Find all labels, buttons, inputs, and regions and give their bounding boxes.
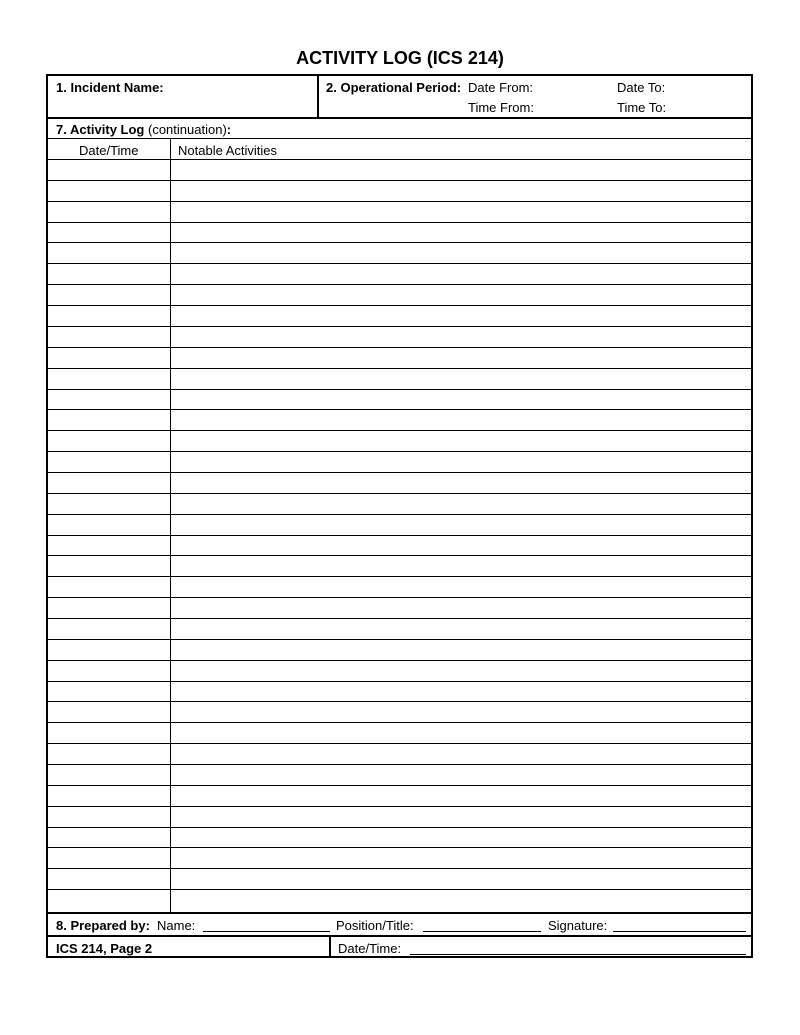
incident-name-label: 1. Incident Name:: [56, 80, 164, 95]
table-row[interactable]: [48, 263, 751, 285]
table-row[interactable]: [48, 555, 751, 577]
column-header-notable-activities: Notable Activities: [178, 143, 277, 158]
table-row[interactable]: [48, 576, 751, 598]
table-row[interactable]: [48, 368, 751, 390]
table-row[interactable]: [48, 847, 751, 869]
table-row[interactable]: [48, 409, 751, 431]
table-row[interactable]: [48, 305, 751, 327]
table-row[interactable]: [48, 660, 751, 682]
position-title-label: Position/Title:: [336, 918, 414, 933]
datetime-field[interactable]: [410, 954, 746, 955]
operational-period-label: 2. Operational Period:: [326, 80, 462, 95]
table-row[interactable]: [48, 764, 751, 786]
table-row[interactable]: [48, 514, 751, 536]
table-row[interactable]: [48, 242, 751, 264]
date-from-label: Date From:: [468, 80, 534, 95]
table-row[interactable]: [48, 639, 751, 661]
position-title-field[interactable]: [423, 931, 541, 932]
table-row[interactable]: [48, 201, 751, 223]
table-row[interactable]: [48, 868, 751, 890]
table-row[interactable]: [48, 430, 751, 452]
column-header-datetime: Date/Time: [79, 143, 139, 158]
table-row[interactable]: [48, 681, 751, 703]
table-row[interactable]: [48, 326, 751, 348]
signature-label: Signature:: [548, 918, 608, 933]
table-row[interactable]: [48, 222, 751, 244]
table-row[interactable]: [48, 743, 751, 765]
table-row[interactable]: [48, 347, 751, 369]
footer-top-rule: [48, 912, 751, 914]
table-row[interactable]: [48, 451, 751, 473]
signature-field[interactable]: [613, 931, 746, 932]
table-row[interactable]: [48, 827, 751, 849]
log-rows: [48, 76, 751, 914]
table-row[interactable]: [48, 722, 751, 744]
table-row[interactable]: [48, 785, 751, 807]
table-row[interactable]: [48, 472, 751, 494]
name-field[interactable]: [203, 931, 330, 932]
table-row[interactable]: [48, 389, 751, 411]
activity-log-label: 7. Activity Log (continuation):: [56, 122, 232, 137]
name-label: Name:: [157, 918, 196, 933]
time-from-label: Time From:: [468, 100, 534, 115]
footer-middle-rule: [48, 935, 751, 937]
prepared-by-label: 8. Prepared by:: [56, 918, 150, 933]
footer-form-id: ICS 214, Page 2: [56, 941, 153, 956]
table-row[interactable]: [48, 701, 751, 723]
table-row[interactable]: [48, 597, 751, 619]
table-row[interactable]: [48, 493, 751, 515]
page-title: ACTIVITY LOG (ICS 214): [296, 48, 504, 68]
table-row[interactable]: [48, 889, 751, 911]
table-row[interactable]: [48, 806, 751, 828]
table-row[interactable]: [48, 159, 751, 181]
footer-divider: [329, 936, 331, 958]
activity-log-form: [46, 74, 753, 958]
table-row[interactable]: [48, 618, 751, 640]
date-to-label: Date To:: [617, 80, 666, 95]
datetime-label: Date/Time:: [338, 941, 402, 956]
table-row[interactable]: [48, 284, 751, 306]
table-row[interactable]: [48, 180, 751, 202]
time-to-label: Time To:: [617, 100, 667, 115]
table-row[interactable]: [48, 535, 751, 557]
